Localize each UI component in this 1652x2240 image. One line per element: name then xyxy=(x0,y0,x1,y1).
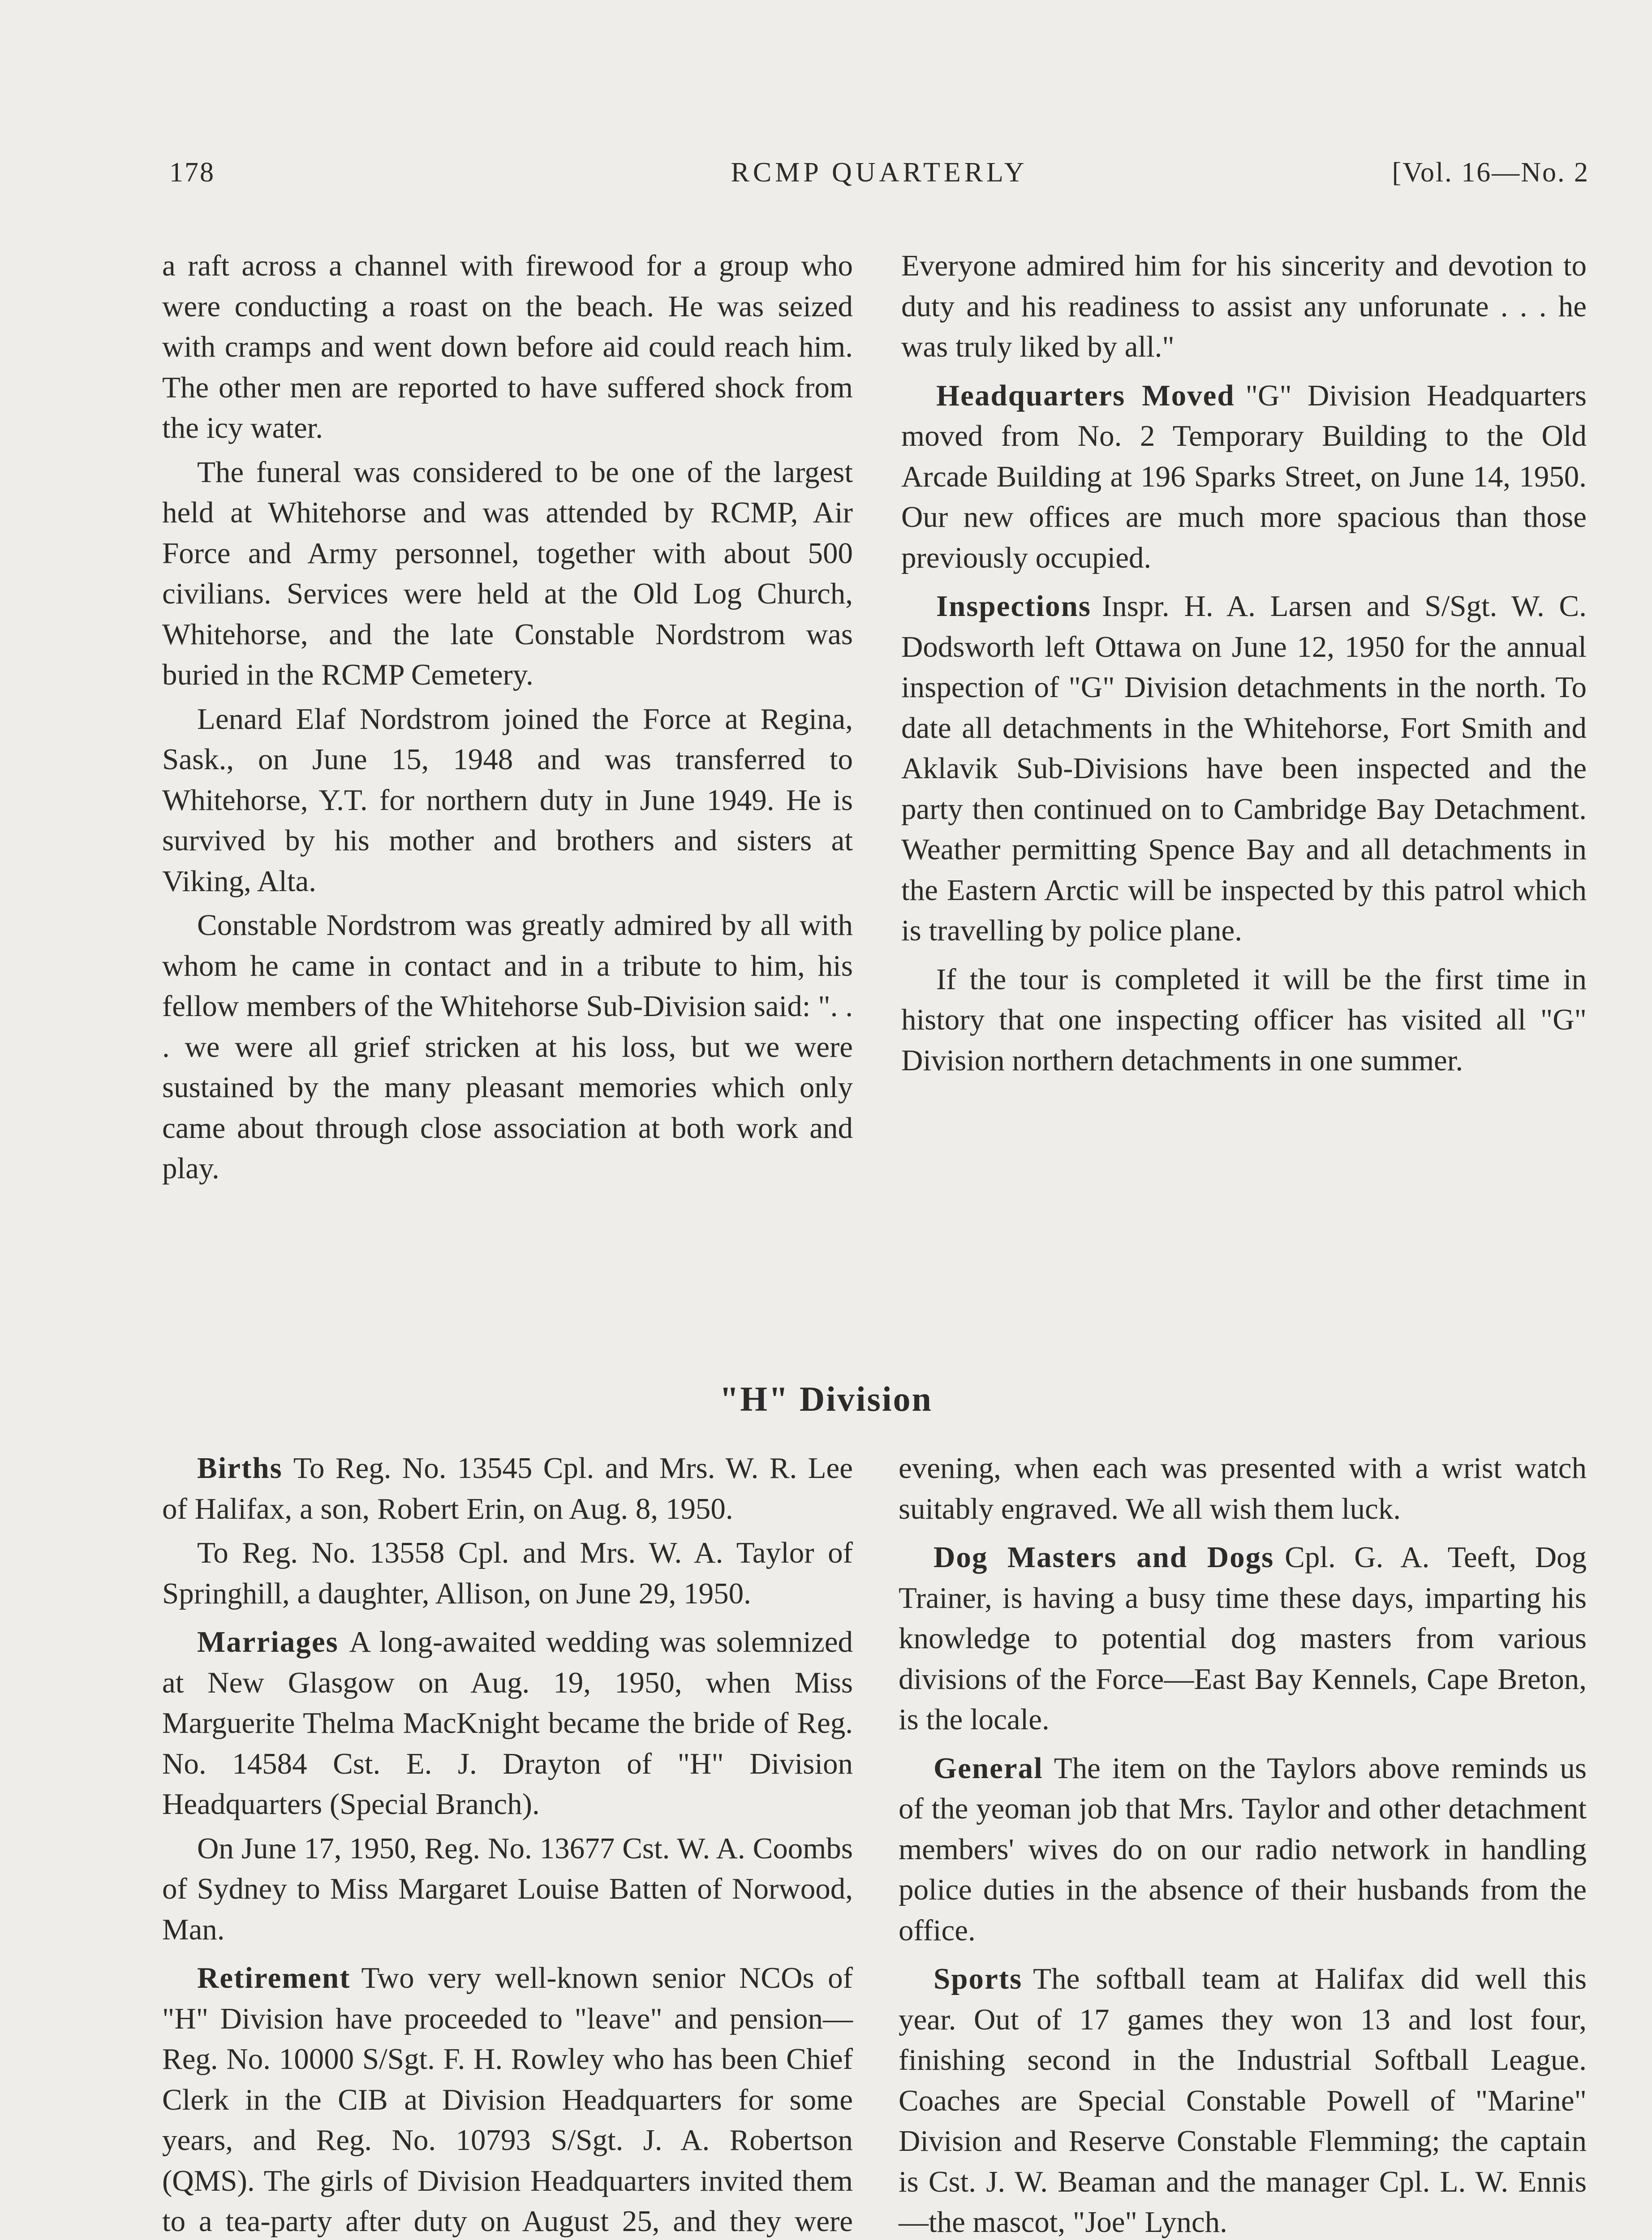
paragraph: To Reg. No. 13558 Cpl. and Mrs. W. A. Taylor of Springhill, a daughter, Allison, on June 29, 1950. xyxy=(162,1536,853,1610)
paragraph-births xyxy=(162,1448,853,1529)
paragraph: Constable Nordstrom was greatly admired by all with whom he came in contact and in a tribute to him, his fellow members of the Whitehorse Sub-Division said: ". . . we were all grief stricken at his loss, but we were sustained by the many pleasant memories which only came about through close association at both work and play. xyxy=(162,909,853,1185)
column-bottom-right xyxy=(899,1448,1587,2240)
subhead-births: Births xyxy=(197,1452,283,1485)
paragraph: Lenard Elaf Nordstrom joined the Force at Regina, Sask., on June 15, 1948 and was transferred to Whitehorse, Y.T. for northern duty in June 1949. He is survived by his mother and brothers and sisters at Viking, Alta. xyxy=(162,702,853,898)
paragraph-headquarters-moved xyxy=(901,375,1587,578)
subhead-inspections: Inspections xyxy=(936,590,1091,623)
paragraph-general xyxy=(899,1748,1587,1951)
page-header xyxy=(169,157,1589,197)
subhead-headquarters-moved: Headquarters Moved xyxy=(936,379,1235,412)
paragraph: a raft across a channel with firewood for a group who were conducting a roast on the beach. He was seized with cramps and went down before aid could reach him. The other men are reported to have suffered shock from the icy water. xyxy=(162,249,853,444)
journal-title: RCMP QUARTERLY xyxy=(731,157,1028,188)
paragraph-sports xyxy=(899,1959,1587,2240)
paragraph-text: Two very well-known senior NCOs of "H" Division have proceeded to "leave" and pension—Reg. No. 10000 S/Sgt. F. H. Rowley who has been Chief Clerk in the CIB at Division Headquarters for some years, and Reg. No. 10793 S/Sgt. J. A. Robertson (QMS). The girls of Division Headquarters invited them to a tea-party after duty on August 25, and they were xyxy=(162,1961,853,2238)
page-number: 178 xyxy=(169,157,215,188)
paragraph-text: The item on the Taylors above reminds us of the yeoman job that Mrs. Taylor and other detachment members' wives do on our radio network in handling police duties in the absence of their husbands from the office. xyxy=(899,1751,1587,1947)
paragraph-text: "G" Division Headquarters moved from No. 2 Temporary Building to the Old Arcade Building at 196 Sparks Street, on June 14, 1950. Our new offices are much more spacious than those previously occupied. xyxy=(901,379,1587,574)
paragraph: evening, when each was presented with a wrist watch suitably engraved. We all wish them luck. xyxy=(899,1452,1587,1525)
subhead-retirement: Retirement xyxy=(197,1961,351,1994)
paragraph: On June 17, 1950, Reg. No. 13677 Cst. W. A. Coombs of Sydney to Miss Margaret Louise Batten of Norwood, Man. xyxy=(162,1831,853,1946)
paragraph: Everyone admired him for his sincerity and devotion to duty and his readiness to assist any unforunate . . . he was truly liked by all." xyxy=(901,249,1587,363)
paragraph-text: The softball team at Halifax did well this year. Out of 17 games they won 13 and lost four, finishing second in the Industrial Softball League. Coaches are Special Constable Powell of "Marine" Division and Reserve Constable Flemming; the captain is Cst. J. W. Beaman and the manager Cpl. L. W. Ennis—the mascot, "Joe" Lynch. xyxy=(899,1962,1587,2239)
subhead-marriages: Marriages xyxy=(197,1625,339,1658)
paragraph-dog-masters xyxy=(899,1537,1587,1740)
paragraph-text: A long-awaited wedding was solemnized at New Glasgow on Aug. 19, 1950, when Miss Marguerite Thelma MacKnight became the bride of Reg. No. 14584 Cst. E. J. Drayton of "H" Division Headquarters (Special Branch). xyxy=(162,1625,853,1821)
paragraph-text: Inspr. H. A. Larsen and S/Sgt. W. C. Dodsworth left Ottawa on June 12, 1950 for the annual inspection of "G" Division detachments in the north. To date all detachments in the Whitehorse, Fort Smith and Aklavik Sub-Divisions have been inspected and the party then continued on to Cambridge Bay Detachment. Weather permitting Spence Bay and all detachments in the Eastern Arctic will be inspected by this patrol which is travelling by police plane. xyxy=(901,590,1587,947)
column-top-right xyxy=(901,246,1587,1081)
subhead-sports: Sports xyxy=(934,1962,1023,1995)
subhead-general: General xyxy=(934,1751,1043,1785)
paragraph-text: Cpl. G. A. Teeft, Dog Trainer, is having a busy time these days, imparting his knowledge to potential dog masters from various divisions of the Force—East Bay Kennels, Cape Breton, is the locale. xyxy=(899,1541,1587,1736)
column-bottom-left xyxy=(162,1448,853,2240)
paragraph: The funeral was considered to be one of the largest held at Whitehorse and was attended by RCMP, Air Force and Army personnel, together with about 500 civilians. Services were held at the Old Log Church, Whitehorse, and the late Constable Nordstrom was buried in the RCMP Cemetery. xyxy=(162,455,853,691)
column-top-left xyxy=(162,246,853,1189)
paragraph: If the tour is completed it will be the first time in history that one inspecting officer has visited all "G" Division northern detachments in one summer. xyxy=(901,962,1587,1077)
paragraph-text: To Reg. No. 13545 Cpl. and Mrs. W. R. Lee of Halifax, a son, Robert Erin, on Aug. 8, 1950. xyxy=(162,1452,853,1525)
paragraph-marriages xyxy=(162,1622,853,1825)
paragraph-retirement xyxy=(162,1958,853,2240)
volume-issue: [Vol. 16—No. 2 xyxy=(1392,157,1589,188)
subhead-dog-masters: Dog Masters and Dogs xyxy=(934,1541,1274,1574)
section-title: "H" Division xyxy=(719,1379,933,1418)
paragraph-inspections xyxy=(901,586,1587,951)
